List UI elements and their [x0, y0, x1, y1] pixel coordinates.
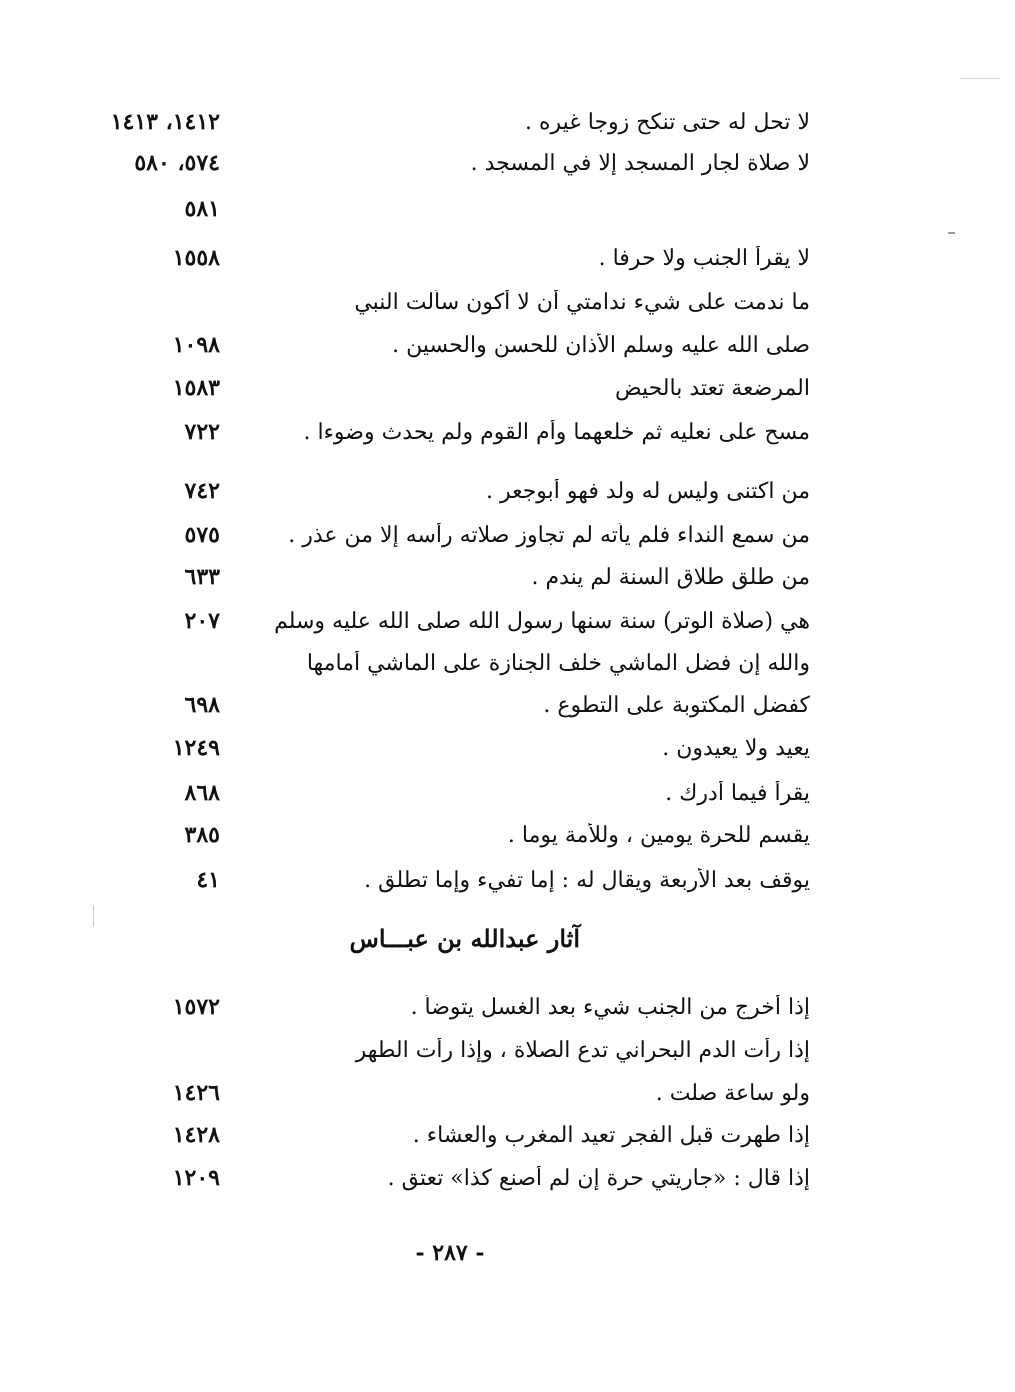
entry-text: لا يقرأ الجنب ولا حرفا . — [598, 245, 810, 271]
entry-reference: ٣٨٥ — [184, 822, 220, 848]
entry-reference: ٦٩٨ — [184, 692, 220, 718]
entry-row — [80, 471, 810, 511]
entry-row — [80, 987, 810, 1027]
entry-reference: ٧٤٢ — [184, 478, 220, 504]
entry-row — [80, 557, 810, 597]
entry-text: صلى الله عليه وسلم الأذان للحسن والحسين . — [392, 332, 810, 358]
section-heading: آثار عبدالله بن عبـــاس — [349, 924, 580, 953]
entry-row — [80, 643, 810, 683]
entry-reference: ٥٧٥ — [184, 522, 220, 548]
scan-speck — [93, 905, 94, 927]
entry-text: مسح على نعليه ثم خلعهما وأم القوم ولم يحدث وضوءا . — [303, 419, 810, 445]
entry-row — [80, 685, 810, 725]
entry-reference: ١٥٨٣ — [172, 375, 220, 401]
entry-row — [80, 773, 810, 813]
entry-row — [80, 601, 810, 641]
entry-reference: ١٥٥٨ — [172, 245, 220, 271]
entry-reference: ٤١ — [196, 867, 220, 893]
entry-row — [80, 728, 810, 768]
entry-reference: ١٤٢٦ — [172, 1080, 220, 1106]
entry-text: يقسم للحرة يومين ، وللأمة يوما . — [507, 822, 810, 848]
entry-reference: ١٢٤٩ — [172, 735, 220, 761]
entry-reference: ١٥٧٢ — [172, 994, 220, 1020]
entry-text: إذا رأت الدم البحراني تدع الصلاة ، وإذا رأت الطهر — [355, 1037, 810, 1063]
entry-reference: ٨٦٨ — [184, 780, 220, 806]
entry-text: إذا أخرج من الجنب شيء بعد الغسل يتوضأ . — [410, 994, 810, 1020]
entry-row — [80, 282, 810, 322]
entry-row — [80, 325, 810, 365]
entry-reference: ١٢٠٩ — [172, 1165, 220, 1191]
entry-row — [80, 238, 810, 278]
entry-row — [80, 1030, 810, 1070]
entry-reference: ١٤١٢، ١٤١٣ — [110, 109, 220, 135]
entry-row — [80, 860, 810, 900]
page-number: - ٢٨٧ - — [415, 1240, 485, 1266]
entry-row — [80, 143, 810, 183]
entry-text: المرضعة تعتد بالحيض — [615, 375, 810, 401]
entry-reference: ٧٢٢ — [184, 419, 220, 445]
entry-text: ولو ساعة صلت . — [655, 1080, 810, 1106]
entry-text: إذا قال : «جاريتي حرة إن لم أصنع كذا» تعتق . — [387, 1165, 810, 1191]
entry-text: يقرأ فيما أدرك . — [665, 780, 810, 806]
entry-row — [80, 368, 810, 408]
entry-reference: ٥٨١ — [184, 196, 220, 222]
entry-reference: ١٤٢٨ — [172, 1122, 220, 1148]
entry-reference: ٥٧٤، ٥٨٠ — [134, 150, 220, 176]
entry-reference: ١٠٩٨ — [172, 332, 220, 358]
entry-row — [80, 412, 810, 452]
scan-speck — [960, 78, 1000, 79]
entry-text: والله إن فضل الماشي خلف الجنازة على الماشي أمامها — [306, 650, 810, 676]
entry-row — [80, 815, 810, 855]
entry-row — [80, 1115, 810, 1155]
entry-text: لا صلاة لجار المسجد إلا في المسجد . — [470, 150, 810, 176]
entry-text: ما ندمت على شيء ندامتي أن لا أكون سألت النبي — [354, 289, 810, 315]
entry-text: لا تحل له حتى تنكح زوجا غيره . — [524, 109, 810, 135]
entry-row — [80, 1073, 810, 1113]
entry-text: من سمع النداء فلم يأته لم تجاوز صلاته رأسه إلا من عذر . — [288, 522, 810, 548]
entry-row — [80, 102, 810, 142]
entry-text: يعيد ولا يعيدون . — [662, 735, 810, 761]
entry-reference: ٦٣٣ — [184, 564, 220, 590]
entry-text: من اكتنى وليس له ولد فهو أبوجعر . — [485, 478, 810, 504]
entry-row — [80, 515, 810, 555]
scan-speck — [948, 232, 955, 234]
entry-row — [80, 1158, 810, 1198]
entry-text: إذا طهرت قبل الفجر تعيد المغرب والعشاء . — [412, 1122, 810, 1148]
entry-text: كفضل المكتوبة على التطوع . — [543, 692, 810, 718]
entry-text: يوقف بعد الأربعة ويقال له : إما تفيء وإما تطلق . — [364, 867, 810, 893]
entry-text: هي (صلاة الوتر) سنة سنها رسول الله صلى الله عليه وسلم — [274, 608, 810, 634]
entry-reference: ٢٠٧ — [184, 608, 220, 634]
entry-row — [80, 189, 810, 229]
entry-text: من طلق طلاق السنة لم يندم . — [531, 564, 810, 590]
